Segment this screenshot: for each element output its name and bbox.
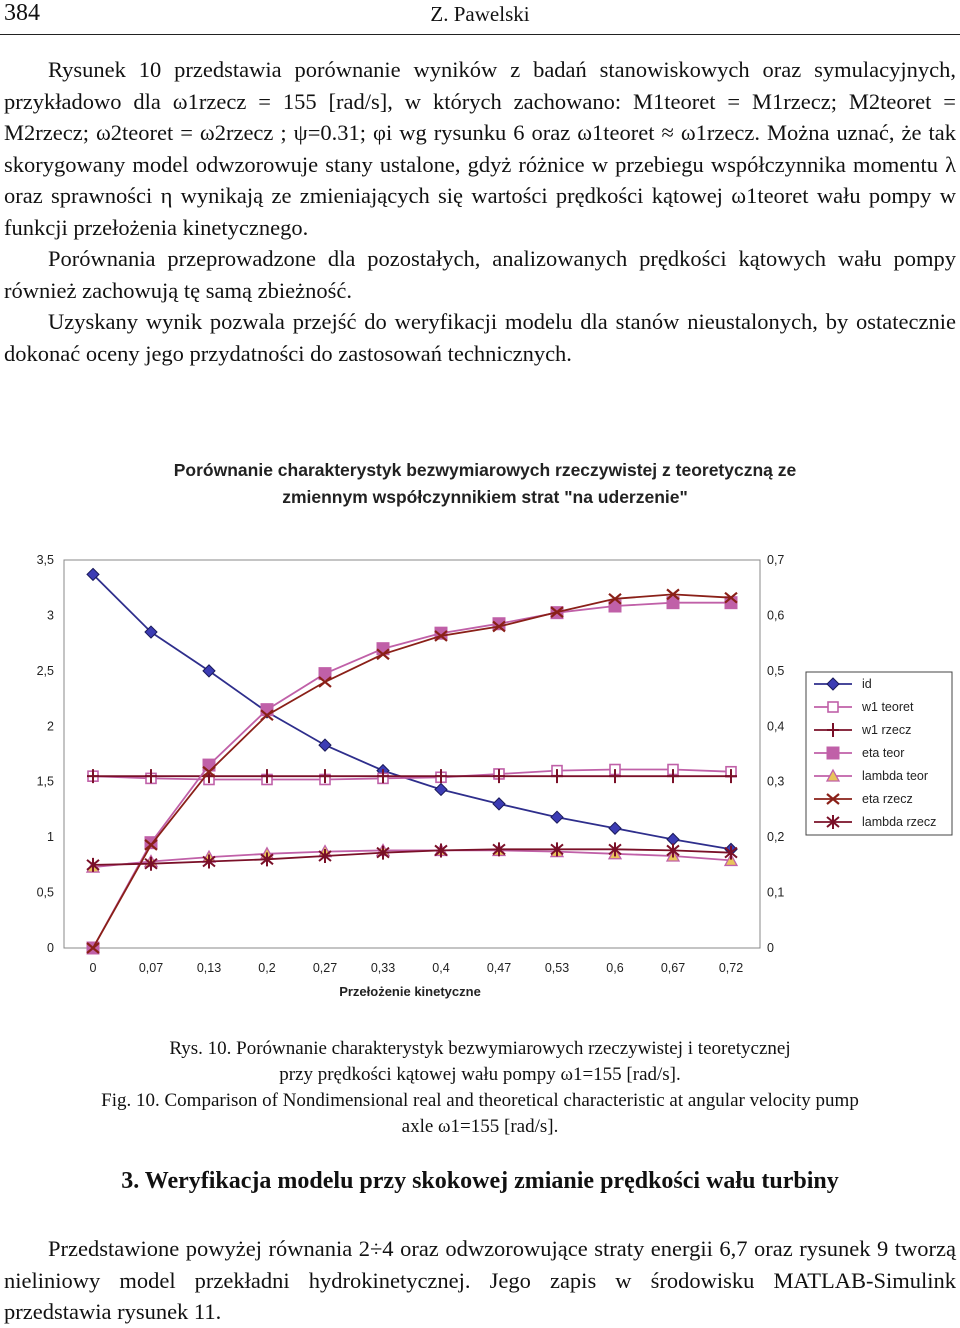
y-left-tick-label: 2 [47,719,54,734]
legend-label: id [862,677,872,691]
y-left-tick-label: 2,5 [36,663,54,678]
y-left-tick-label: 0,5 [36,885,54,900]
chart-title-line-1: Porównanie charakterystyk bezwymiarowych rzeczywistej z teoretyczną ze [173,460,797,480]
x-tick-label: 0,6 [606,961,624,975]
series-line-eta-rzecz [93,594,731,948]
data-point-square [827,747,839,759]
data-point-diamond [551,811,563,823]
intro-text [4,54,956,369]
y-left-tick-label: 3,5 [36,553,54,567]
page-number: 384 [4,0,40,26]
paragraph-3: Uzyskany wynik pozwala przejść do weryfikacji modelu dla stanów nieustalonych, by ostatecznie dokonać oceny jego przydatności do zastosowań technicznych. [4,309,956,366]
y-right-tick-label: 0 [767,941,774,955]
legend-label: eta rzecz [862,792,913,806]
caption-en-line-2: axle ω1=155 [rad/s]. [401,1116,559,1137]
x-tick-label: 0,53 [544,961,570,975]
series-line-lambda-rzecz [93,849,731,865]
running-author: Z. Pawelski [430,2,530,26]
comparison-chart [0,448,960,1008]
legend-item [814,815,936,829]
x-tick-label: 0,33 [370,961,396,975]
y-right-tick-label: 0,6 [767,608,785,623]
y-right-tick-label: 0,2 [767,830,785,845]
series-line-id [93,574,731,849]
y-left-tick-label: 0 [47,941,54,955]
y-left-tick-label: 1,5 [36,774,54,789]
series-line-lambda-teor [93,850,731,867]
series-lambda-teor [87,844,737,872]
y-left-tick-label: 3 [47,608,54,623]
data-point-diamond [203,665,215,677]
x-tick-label: 0 [89,961,97,975]
data-point-diamond [435,783,447,795]
y-left-tick-label: 1 [47,830,54,845]
x-tick-label: 0,47 [486,961,512,975]
x-axis-label: Przełożenie kinetyczne [339,984,481,999]
series-id [87,568,737,855]
figure-caption [4,1036,956,1140]
y-right-tick-label: 0,7 [767,553,785,567]
section-heading: 3. Weryfikacja modelu przy skokowej zmianie prędkości wału turbiny [121,1168,839,1194]
plot-area [64,560,760,948]
paragraph-2: Porównania przeprowadzone dla pozostałych, analizowanych prędkości kątowych wału pompy również zachowują tę samą zbieżność. [4,246,956,303]
x-tick-label: 0,07 [138,961,164,975]
legend-label: lambda rzecz [862,815,937,829]
y-right-tick-label: 0,4 [767,719,785,734]
paragraph-1: Rysunek 10 przedstawia porównanie wyników z badań stanowiskowych oraz symulacyjnych, przykładowo dla ω1rzecz = 155 [rad/s], w których zachowano: M1teoret = M1rzecz; M2teoret = M2rzecz; ω2teoret = ω2rzecz ; ψ=0.31; φi wg rysunku 6 oraz ω1teoret ≈ ω1rzecz. Można uznać, że tak skorygowany model odwzorowuje stany ustalone, gdyż różnice w przebiegu współczynnika momentu λ oraz sprawności η wynikają ze zmieniających się wartości prędkości kątowej ω1teoret wału pompy w funkcji przełożenia kinetycznego. [4,57,956,240]
x-tick-label: 0,67 [660,961,686,975]
caption-en-line-1: Fig. 10. Comparison of Nondimensional real and theoretical characteristic at angular velocity pump [101,1090,859,1111]
x-tick-label: 0,72 [718,961,744,975]
series-w1-rzecz [87,769,737,783]
legend-label: lambda teor [862,769,929,783]
series-eta-rzecz [87,589,737,953]
page-header [0,0,960,35]
y-right-tick-label: 0,5 [767,663,785,678]
x-tick-label: 0,4 [432,961,450,975]
series-lambda-rzecz [87,842,737,872]
x-tick-label: 0,27 [312,961,338,975]
y-right-tick-label: 0,3 [767,774,785,789]
legend-label: w1 teoret [862,700,914,714]
closing-text [4,1233,956,1328]
data-point-diamond [609,822,621,834]
x-tick-label: 0,13 [196,961,222,975]
data-point-square-open [828,702,838,712]
series-line-w1-teoret [93,770,731,780]
closing-paragraph: Przedstawione powyżej równania 2÷4 oraz odwzorowujące straty energii 6,7 oraz rysunek 9 tworzą nieliniowy model przekładni hydrokinetycznej. Jego zapis w środowisku MATLAB-Simulink przedstawia rysunek 11. [4,1236,956,1324]
legend-item [814,792,913,806]
caption-pl-line-1: Rys. 10. Porównanie charakterystyk bezwymiarowych rzeczywistej i teoretycznej [169,1038,791,1059]
series-w1-teoret [88,765,736,785]
y-right-tick-label: 0,1 [767,885,785,900]
legend-label: eta teor [862,746,905,760]
legend-label: w1 rzecz [862,723,912,737]
data-point-diamond [493,798,505,810]
caption-pl-line-2: przy prędkości kątowej wału pompy ω1=155 [rad/s]. [279,1064,681,1085]
x-tick-label: 0,2 [258,961,276,975]
chart-title-line-2: zmiennym współczynnikiem strat "na uderzenie" [282,487,688,507]
data-point-diamond [319,739,331,751]
legend-item [814,700,914,714]
